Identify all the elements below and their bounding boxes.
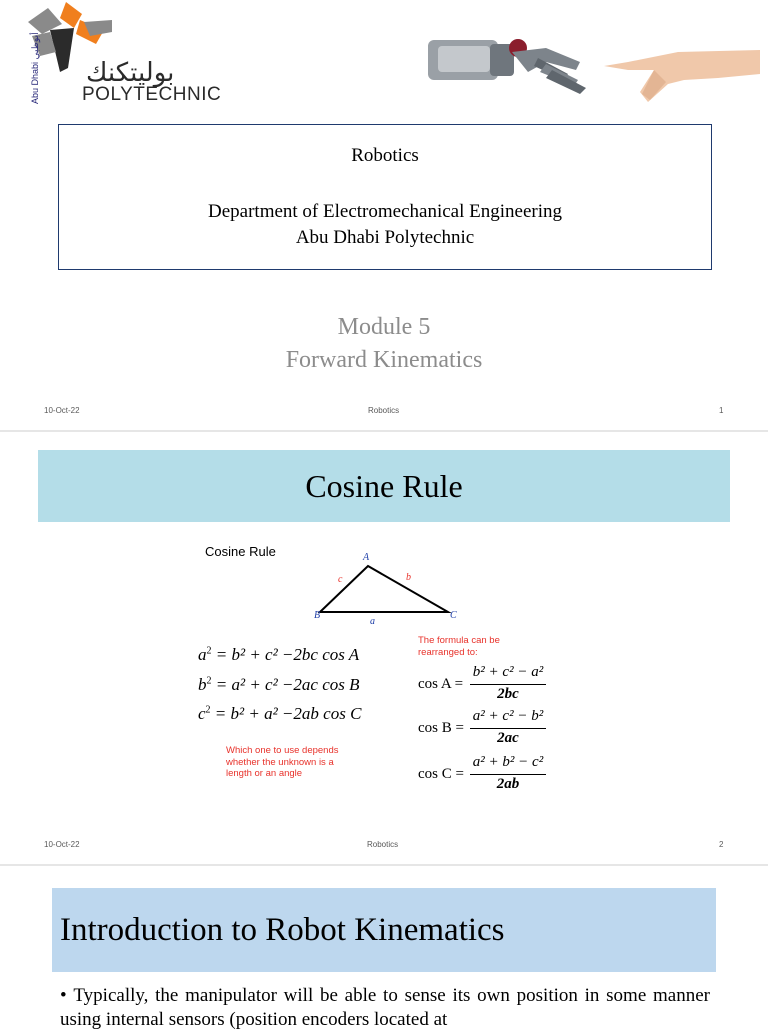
slide-title: Introduction to Robot Kinematics — [60, 912, 505, 948]
rearrange-note: The formula can be rearranged to: — [418, 635, 500, 658]
department-name: Department of Electromechanical Engineering — [208, 201, 562, 222]
logo-latin-text: POLYTECHNIC — [82, 84, 222, 105]
slide-2: Cosine Rule Cosine Rule A B C c b a $a^2 = b^2 + c^2 -2bc$ cos A $b^2 = a^2 + c^2 -2ac$ cos B $c^2 = b^2 + a^2 -2ab$ cos C The formula can be rearranged to: Which one to use depends whether the unknown is a length or an angle cos A = b² + c² − a² 2bc cos B = a² + c² − b² 2ac cos C = a² + b² − c² 2ab 10-Oct-22 Robotics 2 — [0, 432, 768, 864]
bullet-marker: • — [60, 985, 74, 1006]
figure-label: Cosine Rule — [205, 544, 276, 559]
slide-title: Cosine Rule — [305, 468, 463, 504]
triangle-diagram — [300, 546, 470, 626]
module-number: Module 5 — [337, 314, 431, 340]
logo-arabic-text: بوليتكنك — [86, 58, 175, 88]
footer-date: 10-Oct-22 — [44, 406, 80, 415]
vertex-c-label: C — [450, 610, 457, 621]
module-topic: Forward Kinematics — [285, 347, 483, 373]
cosine-equation-a: $a^2 = b^2 + c^2 -2bc$ cos A — [198, 645, 360, 664]
footer-page-number: 2 — [719, 840, 724, 849]
robot-human-hands-image — [428, 18, 760, 118]
slide-title-band — [38, 450, 730, 522]
slide-1 — [0, 0, 768, 430]
footer-course: Robotics — [368, 406, 400, 415]
slide-3 — [0, 866, 768, 1030]
side-a-label: a — [370, 616, 375, 626]
bullet-text: Typically, the manipulator will be able to sense its own position in some manner using internal sensors (position encoders located at — [60, 985, 710, 1030]
bullet-item — [60, 984, 710, 1032]
logo-side-text: Abu Dhabi أبوظبي — [30, 32, 40, 104]
cosine-equation-b: $b^2 = a^2 + c^2 -2ac$ cos B — [198, 675, 360, 694]
usage-note: Which one to use depends whether the unknown is a length or an angle — [226, 745, 339, 779]
footer-course: Robotics — [367, 840, 399, 849]
vertex-b-label: B — [314, 610, 321, 621]
course-name: Robotics — [351, 145, 419, 166]
title-box — [58, 124, 712, 270]
footer-date: 10-Oct-22 — [44, 840, 80, 849]
institution-name: Abu Dhabi Polytechnic — [295, 227, 475, 248]
side-b-label: b — [406, 572, 411, 583]
polytechnic-logo — [20, 0, 230, 110]
footer-page-number: 1 — [719, 406, 724, 415]
side-c-label: c — [338, 574, 343, 585]
vertex-a-label: A — [363, 552, 370, 563]
cosine-equation-c: $c^2 = b^2 + a^2 -2ab$ cos C — [198, 704, 362, 723]
slide-title-band — [52, 888, 716, 972]
